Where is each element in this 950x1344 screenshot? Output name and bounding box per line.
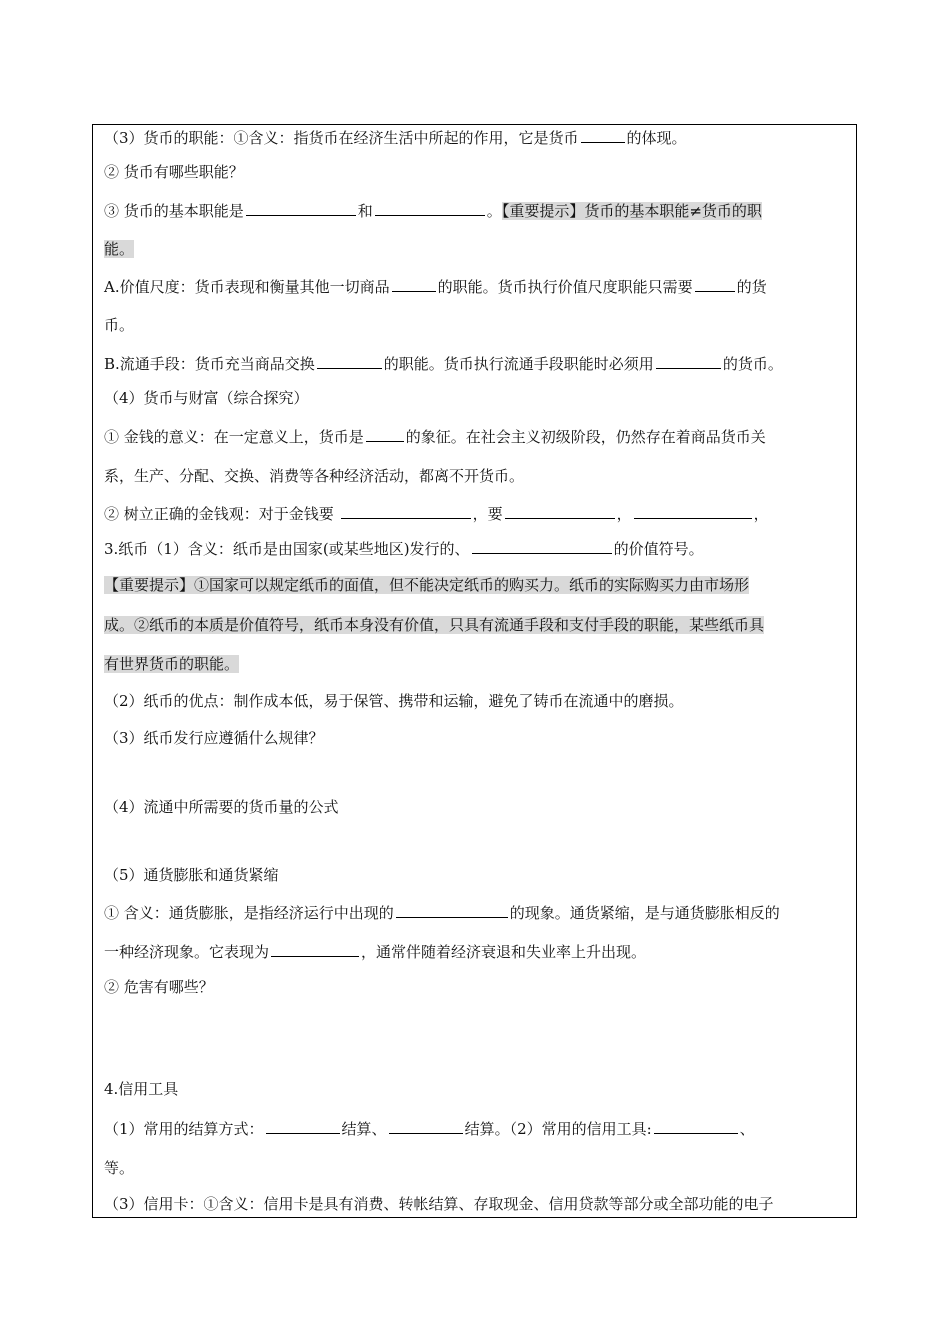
text-line: 等。 — [104, 1159, 135, 1177]
fill-blank — [317, 353, 382, 369]
important-tip: 有世界货币的职能。 — [104, 655, 240, 673]
text-line: （3）纸币发行应遵循什么规律？ — [104, 729, 324, 747]
text-line: （3）信用卡：①含义：信用卡是具有消费、转帐结算、存取现金、信用贷款等部分或全部功能的电子 — [104, 1195, 774, 1213]
fill-blank — [392, 276, 436, 292]
text-line: （4）流通中所需要的货币量的公式 — [104, 798, 339, 816]
text-line: 系，生产、分配、交换、消费等各种经济活动，都离不开货币。 — [104, 467, 525, 485]
text-line: A.价值尺度：货币表现和衡量其他一切商品 的职能。货币执行价值尺度职能只需要 的货 — [104, 278, 767, 296]
fill-blank — [472, 538, 612, 554]
text-line — [104, 653, 852, 675]
fill-blank — [505, 503, 615, 519]
text-line: ② 货币有哪些职能？ — [104, 163, 244, 181]
fill-blank — [581, 127, 625, 143]
text-line: ③ 货币的基本职能是 和 。【重要提示】货币的基本职能≠货币的职 — [104, 202, 762, 220]
fill-blank — [654, 1118, 738, 1134]
section-heading: （5）通货膨胀和通货紧缩 — [104, 866, 279, 884]
text-line: 币。 — [104, 316, 135, 334]
text-line — [104, 238, 852, 260]
text-line: 一种经济现象。它表现为 ，通常伴随着经济衰退和失业率上升出现。 — [104, 943, 647, 961]
fill-blank — [341, 503, 471, 519]
important-tip: 【重要提示】货币的基本职能≠货币的职 — [501, 202, 762, 220]
text-line: B.流通手段：货币充当商品交换 的职能。货币执行流通手段职能时必须用 的货币。 — [104, 355, 783, 373]
section-heading: （4）货币与财富（综合探究） — [104, 389, 309, 407]
text-line — [104, 614, 852, 636]
fill-blank — [271, 941, 359, 957]
text-line: （1）常用的结算方式： 结算、 结算。（2）常用的信用工具: 、 — [104, 1120, 755, 1138]
important-tip: 能。 — [104, 240, 135, 258]
text-line: ② 树立正确的金钱观：对于金钱要 ，要 ， ， — [104, 505, 769, 523]
important-tip: 【重要提示】①国家可以规定纸币的面值，但不能决定纸币的购买力。纸币的实际购买力由市场形 — [104, 576, 750, 594]
fill-blank — [656, 353, 721, 369]
fill-blank — [266, 1118, 340, 1134]
fill-blank — [375, 200, 485, 216]
text-line: ① 金钱的意义：在一定意义上，货币是 的象征。在社会主义初级阶段，仍然存在着商品货币关 — [104, 428, 766, 446]
text-line: （3）货币的职能：①含义：指货币在经济生活中所起的作用，它是货币 的体现。 — [104, 129, 687, 147]
text-line: 3.纸币（1）含义：纸币是由国家(或某些地区)发行的、 的价值符号。 — [104, 540, 704, 558]
text-line: ① 含义：通货膨胀，是指经济运行中出现的 的现象。通货紧缩，是与通货膨胀相反的 — [104, 904, 780, 922]
fill-blank — [366, 426, 404, 442]
text-line — [104, 574, 852, 596]
fill-blank — [396, 902, 508, 918]
fill-blank — [634, 503, 752, 519]
section-heading: 4.信用工具 — [104, 1080, 179, 1098]
text-line: ② 危害有哪些？ — [104, 978, 214, 996]
text-line: （2）纸币的优点：制作成本低，易于保管、携带和运输，避免了铸币在流通中的磨损。 — [104, 692, 684, 710]
fill-blank — [246, 200, 356, 216]
fill-blank — [695, 276, 735, 292]
fill-blank — [389, 1118, 463, 1134]
important-tip: 成。②纸币的本质是价值符号，纸币本身没有价值，只具有流通手段和支付手段的职能，某些纸币具 — [104, 616, 765, 634]
